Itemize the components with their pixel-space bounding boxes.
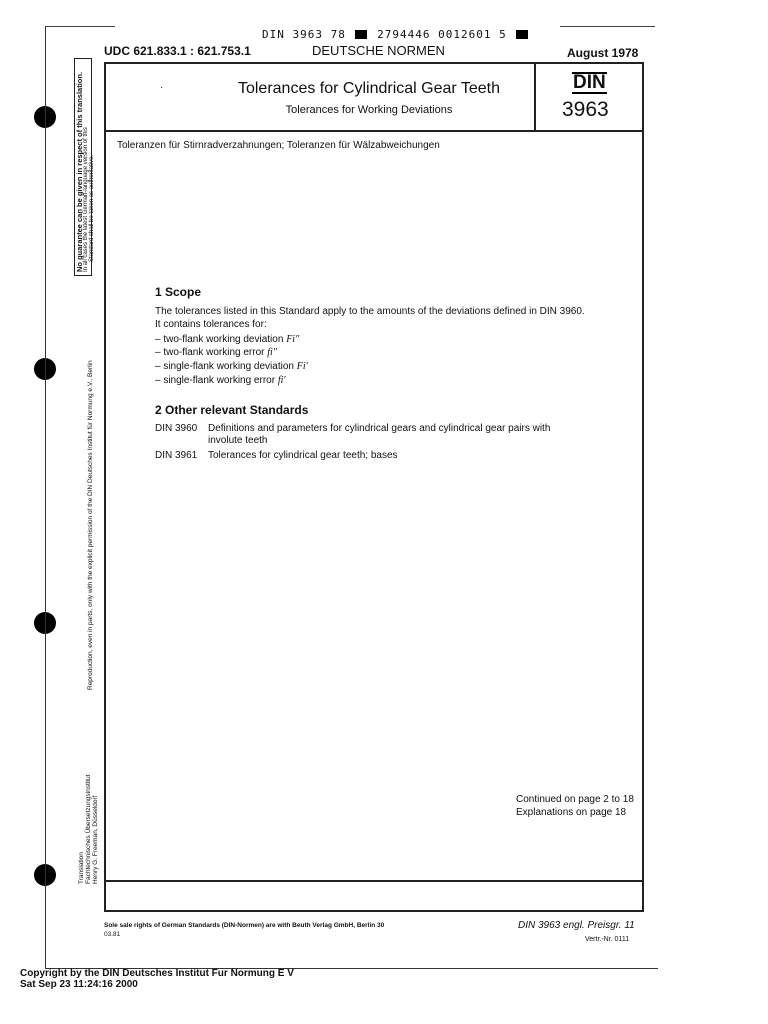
guarantee-text-3: Standard shall be taken as authoritative.: [89, 154, 95, 262]
guarantee-text: No guarantee can be given in respect of this translation.: [75, 71, 84, 272]
standard-desc: Tolerances for cylindrical gear teeth; bases: [208, 450, 398, 461]
serial-middle: 2794446 0012601 5: [377, 28, 507, 41]
block-mark: [516, 30, 528, 39]
list-item: – two-flank working deviation Fi″: [155, 334, 300, 345]
standard-code: DIN 3961: [155, 450, 198, 461]
scope-text: The tolerances listed in this Standard apply to the amounts of the deviations defined in DIN 3960.: [155, 306, 585, 317]
german-title: Toleranzen für Stirnradverzahnungen; Toleranzen für Wälzabweichungen: [117, 140, 440, 151]
translation-institute: Fachtechnisches Übersetzungsinstitut: [85, 774, 92, 884]
standard-desc: Definitions and parameters for cylindrical gears and cylindrical gear pairs with: [208, 423, 551, 434]
guarantee-text-2: In all cases the latest German-language version of this: [83, 127, 89, 272]
title-divider: [534, 62, 536, 130]
list-item: – two-flank working error fi″: [155, 347, 277, 358]
doc-code: 03.81: [104, 931, 121, 938]
standard-code: DIN 3960: [155, 423, 198, 434]
serial-left: DIN 3963 78: [262, 28, 346, 41]
reproduction-notice: Reproduction, even in parts, only with the explicit permission of the DIN Deutsches Institut für Normung e.V., Berlin: [87, 360, 94, 690]
serial-number: [262, 28, 530, 41]
divider: [560, 26, 655, 27]
udc-code: UDC 621.833.1 : 621.753.1: [104, 44, 251, 58]
publication-date: August 1978: [567, 46, 639, 60]
translation-label: Translation: [78, 852, 85, 884]
sale-rights: Sole sale rights of German Standards (DIN-Normen) are with Beuth Verlag GmbH, Berlin 30: [104, 922, 385, 929]
standard-number: 3963: [562, 98, 609, 121]
din-logo: DIN: [573, 72, 606, 93]
list-item: – single-flank working deviation Fi′: [155, 361, 308, 372]
standard-desc: involute teeth: [208, 435, 268, 446]
document-frame: [104, 62, 644, 912]
mark-dot: ·: [160, 82, 164, 93]
section-heading-standards: 2 Other relevant Standards: [155, 403, 309, 417]
continued-note: Continued on page 2 to 18: [516, 794, 634, 805]
footer-box: [104, 880, 644, 912]
section-heading-scope: 1 Scope: [155, 285, 202, 299]
translator-name: Henry G. Freeman, Düsseldorf: [92, 795, 99, 884]
block-mark: [355, 30, 367, 39]
scope-text: It contains tolerances for:: [155, 319, 267, 330]
explanations-note: Explanations on page 18: [516, 807, 627, 818]
vertr-number: Vertr.-Nr. 0111: [585, 936, 630, 943]
org-name: DEUTSCHE NORMEN: [312, 43, 445, 58]
document-title: Tolerances for Cylindrical Gear Teeth: [237, 80, 501, 97]
list-item: – single-flank working error fi′: [155, 375, 286, 386]
copyright-line: Copyright by the DIN Deutsches Institut Fur Normung E V: [20, 968, 294, 979]
din-reference: DIN 3963 engl. Preisgr. 11: [518, 920, 635, 931]
timestamp-line: Sat Sep 23 11:24:16 2000: [20, 979, 138, 990]
title-block: [104, 62, 644, 132]
divider: [45, 26, 115, 27]
document-subtitle: Tolerances for Working Deviations: [285, 104, 453, 116]
